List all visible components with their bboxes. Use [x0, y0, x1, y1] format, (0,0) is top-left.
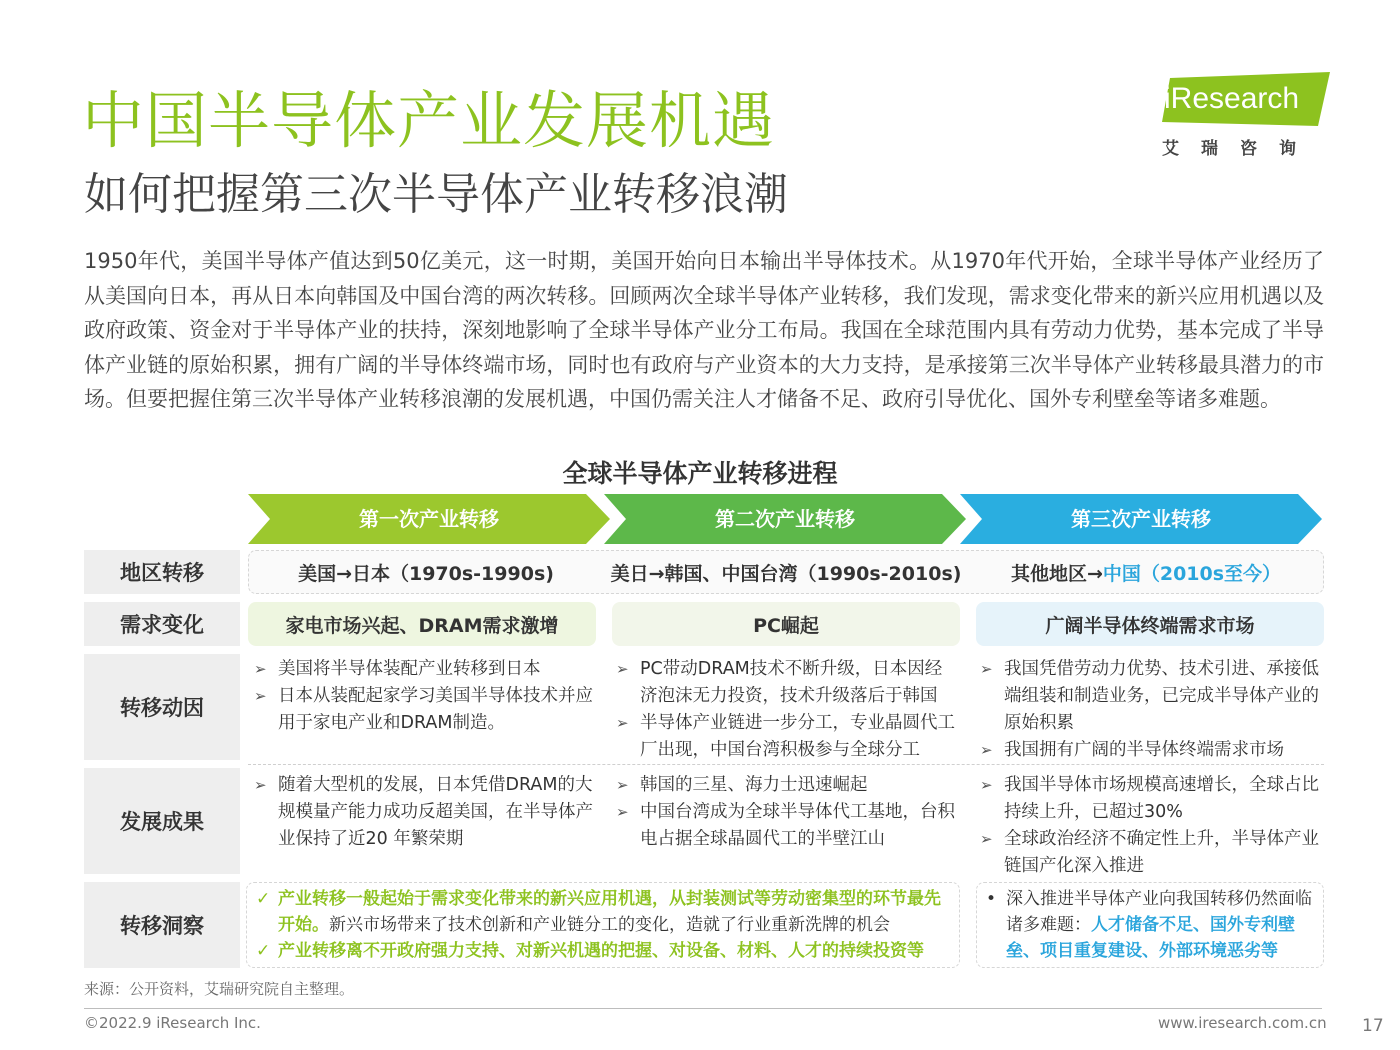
stage-arrow-2	[604, 494, 966, 544]
source-note: 来源：公开资料，艾瑞研究院自主整理。	[84, 980, 355, 998]
list-item: ➢ 美国将半导体装配产业转移到日本	[254, 656, 594, 683]
insight-item-3	[982, 886, 1318, 964]
demand-col-1: 家电市场兴起、DRAM需求激增	[248, 602, 596, 646]
website-link[interactable]: www.iresearch.com.cn	[1158, 1014, 1327, 1032]
row-label-drivers: 转移动因	[84, 654, 240, 760]
region-col-3-highlight: 中国（2010s至今）	[1102, 562, 1282, 585]
region-col-3-prefix: 其他地区→	[1010, 562, 1103, 585]
stage-label-1: 第一次产业转移	[359, 507, 499, 531]
copyright-text: ©2022.9 iResearch Inc.	[84, 1014, 261, 1032]
demand-col-3: 广阔半导体终端需求市场	[976, 602, 1324, 646]
insight-1-normal: 新兴市场带来了技术创新和产业链分工的变化，造就了行业重新洗牌的机会	[329, 915, 890, 935]
drivers-col-1	[254, 656, 594, 737]
diagram-title: 全球半导体产业转移进程	[562, 459, 838, 488]
insight-3-normal: 深入推进半导体产业向我国转移仍然面临诸多难题：	[1006, 889, 1312, 935]
insights-left	[254, 886, 954, 964]
page-title: 中国半导体产业发展机遇	[82, 84, 776, 157]
list-item: ➢ 半导体产业链进一步分工，专业晶圆代工厂出现，中国台湾积极参与全球分工	[616, 710, 956, 764]
row-label-demand: 需求变化	[84, 602, 240, 646]
stage-arrow-1	[248, 494, 610, 544]
insights-right	[982, 886, 1318, 964]
insight-item-1	[254, 886, 954, 938]
list-item: ➢ 全球政治经济不确定性上升，半导体产业链国产化深入推进	[980, 826, 1320, 880]
page-number: 17	[1362, 1016, 1384, 1036]
results-col-1	[254, 772, 594, 853]
results-col-2	[616, 772, 956, 853]
results-col-3	[980, 772, 1320, 880]
insight-1-bold: 产业转移一般起始于需求变化带来的新兴应用机遇，从封装测试等劳动密集型的环节最先开始。	[278, 889, 941, 935]
region-col-2: 美日→韩国、中国台湾（1990s-2010s)	[610, 562, 962, 585]
region-col-1: 美国→日本（1970s-1990s)	[298, 562, 554, 585]
insight-2-bold: 产业转移离不开政府强力支持、对新兴机遇的把握、对设备、材料、人才的持续投资等	[278, 941, 924, 961]
list-item: ➢ 我国凭借劳动力优势、技术引进、承接低端组装和制造业务，已完成半导体产业的原始积累	[980, 656, 1320, 737]
drivers-col-3	[980, 656, 1320, 764]
row-separator	[248, 764, 1324, 765]
list-item: ➢ 我国拥有广阔的半导体终端需求市场	[980, 737, 1320, 764]
list-item: ➢ 日本从装配起家学习美国半导体技术并应用于家电产业和DRAM制造。	[254, 683, 594, 737]
stage-label-2: 第二次产业转移	[715, 507, 855, 531]
stage-label-3: 第三次产业转移	[1071, 507, 1211, 531]
demand-col-2: PC崛起	[612, 602, 960, 646]
list-item: ➢ 中国台湾成为全球半导体代工基地，台积电占据全球晶圆代工的半壁江山	[616, 799, 956, 853]
stage-arrow-3	[960, 494, 1322, 544]
list-item: ➢ 我国半导体市场规模高速增长，全球占比持续上升，已超过30%	[980, 772, 1320, 826]
region-col-3	[968, 550, 1324, 594]
insight-3-bold: 人才储备不足、国外专利壁垒、项目重复建设、外部环境恶劣等	[1006, 915, 1295, 961]
logo-text: iResearch	[1164, 82, 1300, 115]
drivers-col-2	[616, 656, 956, 764]
list-item: ➢ 韩国的三星、海力士迅速崛起	[616, 772, 956, 799]
row-label-region: 地区转移	[84, 550, 240, 594]
insight-item-2	[254, 938, 954, 964]
list-item: ➢ PC带动DRAM技术不断升级，日本因经济泡沫无力投资，技术升级落后于韩国	[616, 656, 956, 710]
row-label-insights: 转移洞察	[84, 882, 240, 968]
iresearch-logo	[1150, 72, 1330, 160]
footer-divider	[84, 1008, 1322, 1009]
list-item: ➢ 随着大型机的发展，日本凭借DRAM的大规模量产能力成功反超美国，在半导体产业保持了近20 年繁荣期	[254, 772, 594, 853]
page-subtitle: 如何把握第三次半导体产业转移浪潮	[84, 169, 788, 220]
logo-cn-text: 艾瑞咨询	[1162, 139, 1318, 159]
intro-paragraph: 1950年代，美国半导体产值达到50亿美元，这一时期，美国开始向日本输出半导体技术。从1970年代开始，全球半导体产业经历了从美国向日本，再从日本向韩国及中国台湾的两次转移。回顾两次全球半导体产业转移，我们发现，需求变化带来的新兴应用机遇以及政府政策、资金对于半导体产业的扶持，深刻地影响了全球半导体产业分工布局。我国在全球范围内具有劳动力优势，基本完成了半导体产业链的原始积累，拥有广阔的半导体终端市场，同时也有政府与产业资本的大力支持，是承接第三次半导体产业转移最具潜力的市场。但要把握住第三次半导体产业转移浪潮的发展机遇，中国仍需关注人才储备不足、政府引导优化、国外专利壁垒等诸多难题。	[84, 249, 1324, 411]
row-label-results: 发展成果	[84, 768, 240, 874]
